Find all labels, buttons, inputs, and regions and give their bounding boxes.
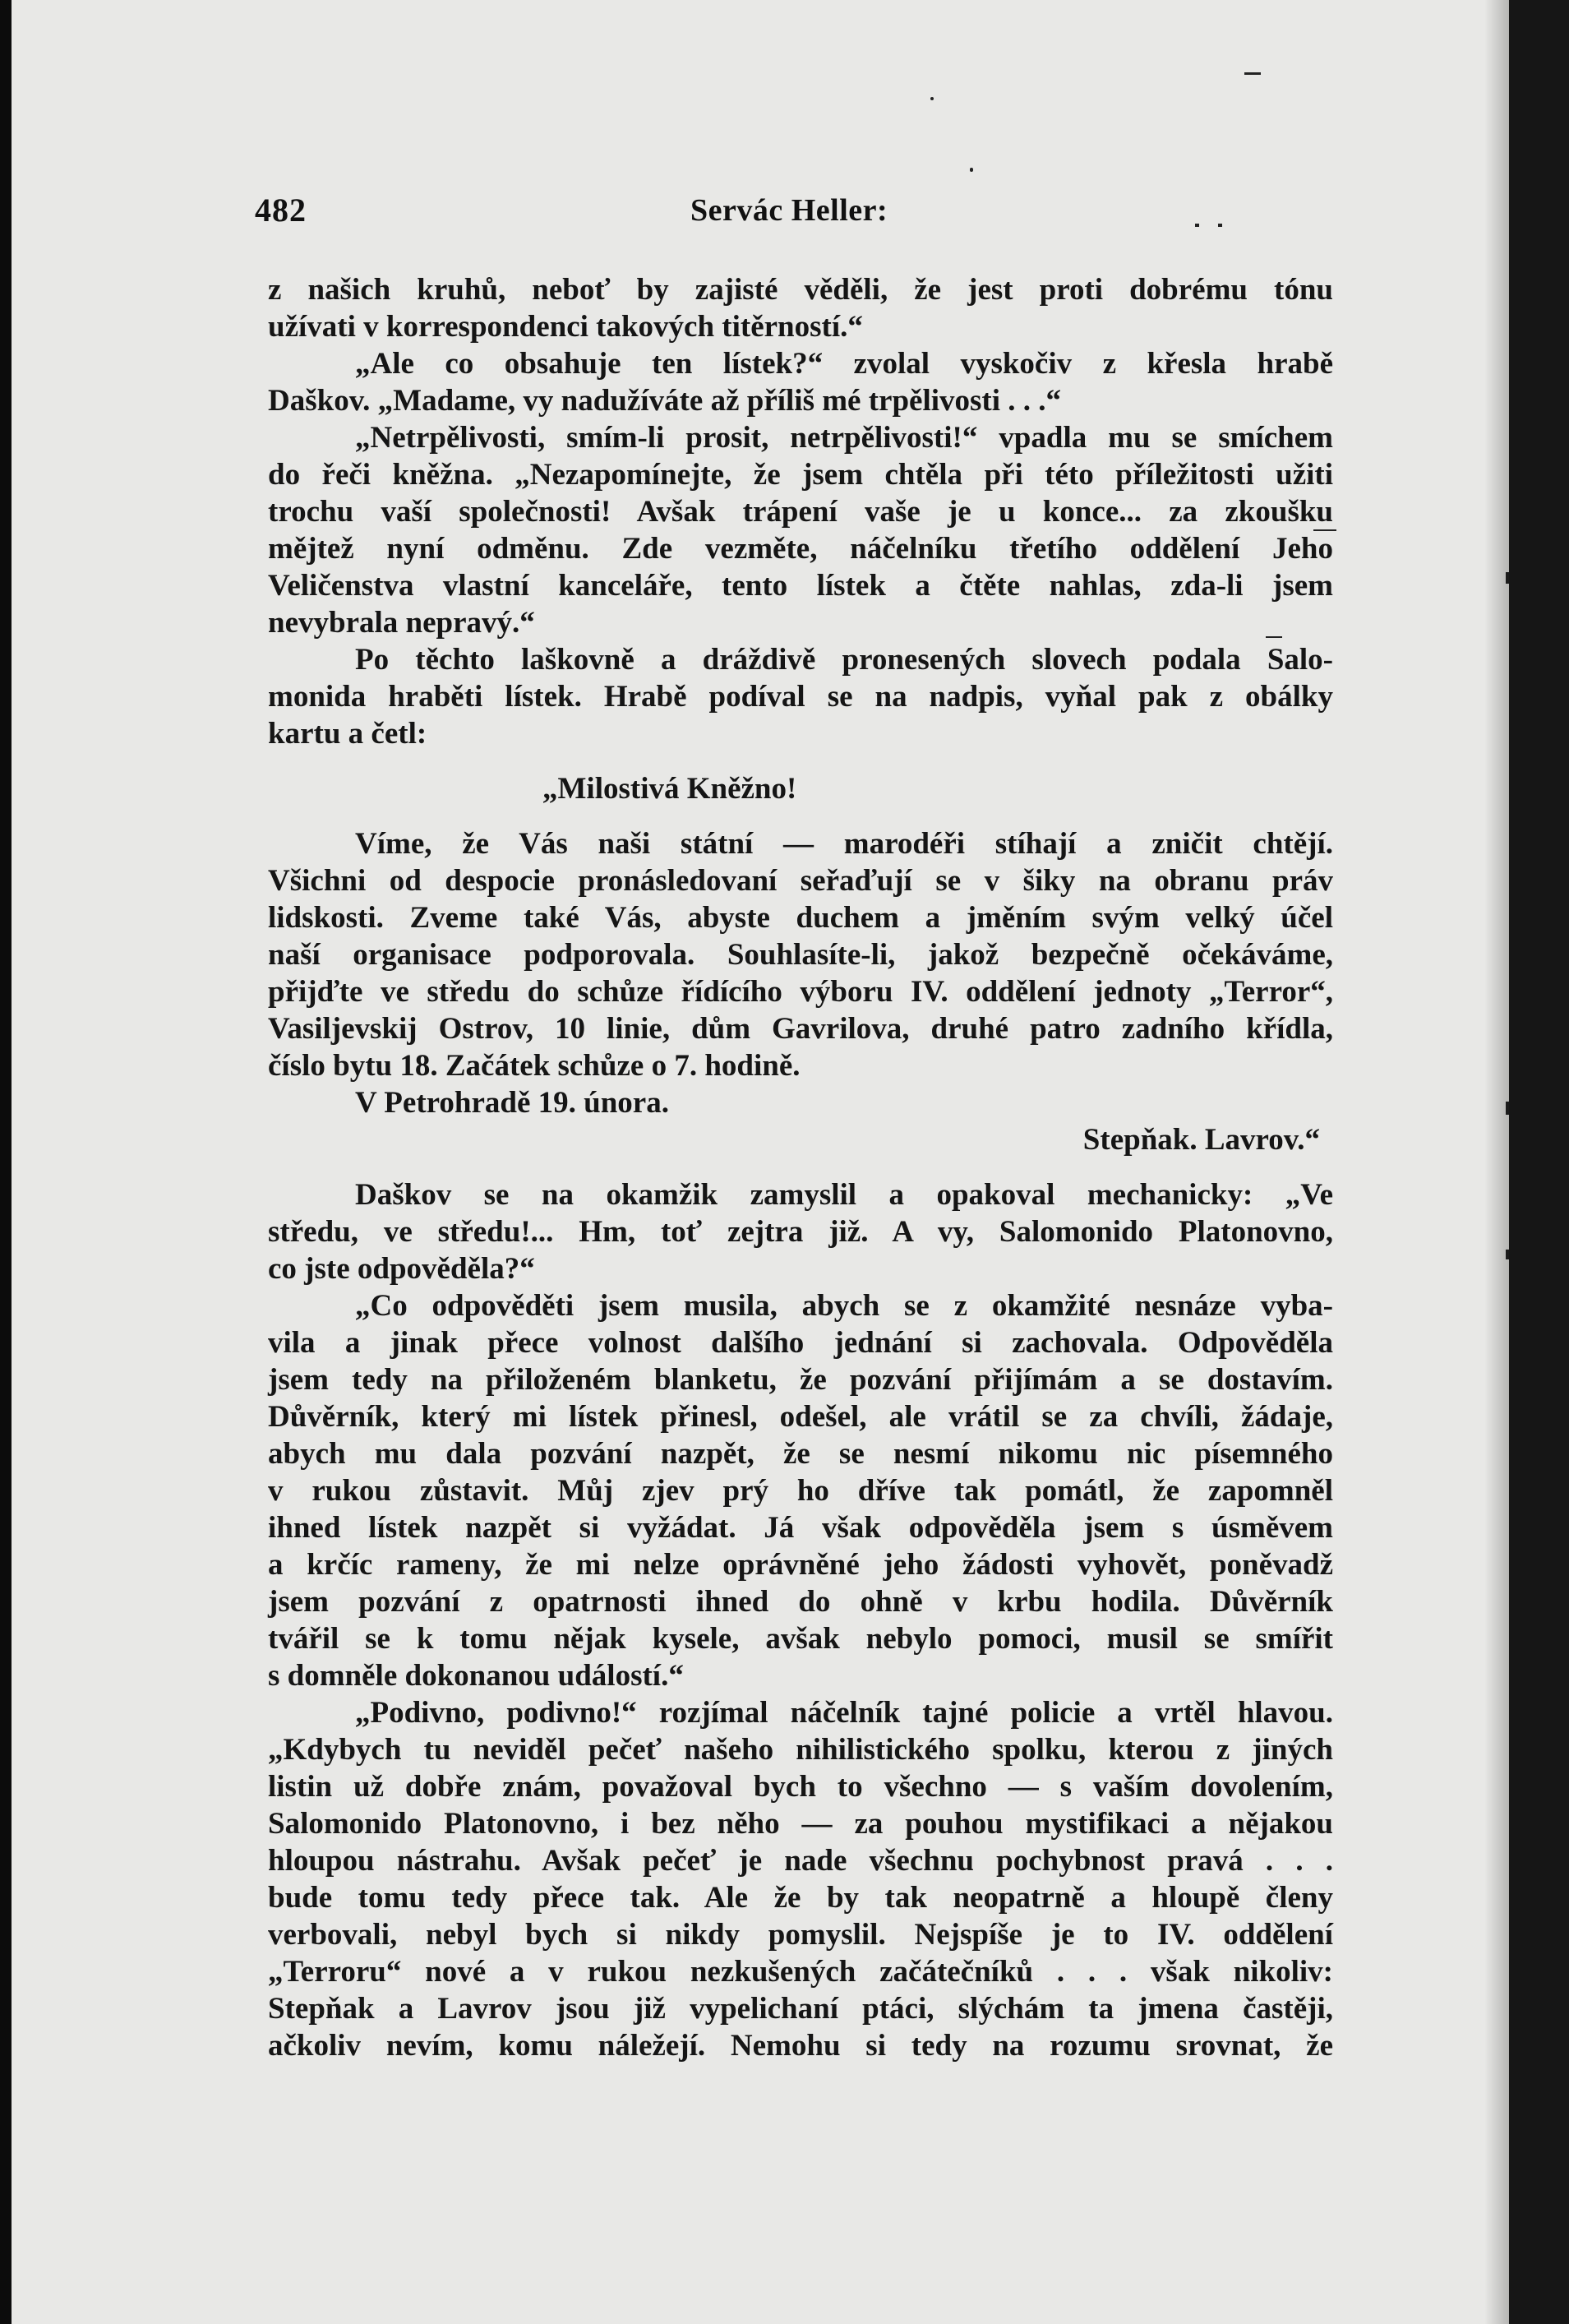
- text-line: do řeči kněžna. „Nezapomínejte, že jsem chtěla při této příležitosti užiti: [268, 458, 1333, 492]
- text-line: Stepňak a Lavrov jsou již vypelichaní ptáci, slýchám ta jmena častěji,: [268, 1992, 1333, 2026]
- text-line: Víme, že Vás naši státní — marodéři stíhají a zničit chtějí.: [355, 827, 1333, 861]
- print-speck: [930, 97, 934, 100]
- text-line: jsem pozvání z opatrnosti ihned do ohně v krbu hodila. Důvěrník: [268, 1585, 1333, 1619]
- text-line: přijďte ve středu do schůze řídícího výboru IV. oddělení jednoty „Terror“,: [268, 975, 1333, 1009]
- page-header: [255, 191, 1331, 240]
- text-line: „Terroru“ nové a v rukou nezkušených začátečníků . . . však nikoliv:: [268, 1955, 1333, 1989]
- paragraph-gap: [268, 1158, 1333, 1176]
- text-line: Stepňak. Lavrov.“: [1082, 1123, 1320, 1157]
- text-line: Vasiljevskij Ostrov, 10 linie, dům Gavrilova, druhé patro zadního křídla,: [268, 1012, 1333, 1046]
- text-line: Důvěrník, který mi lístek přinesl, odešel, ale vrátil se za chvíli, žádaje,: [268, 1400, 1333, 1434]
- print-speck: [1266, 636, 1282, 638]
- text-line: jsem tedy na přiloženém blanketu, že pozvání přijímám a se dostavím.: [268, 1363, 1333, 1397]
- text-line: z našich kruhů, neboť by zajisté věděli, že jest proti dobrému tónu: [268, 273, 1333, 307]
- print-speck: [1313, 529, 1336, 531]
- text-line: lidskosti. Zveme také Vás, abyste duchem a jměním svým velký účel: [268, 901, 1333, 935]
- text-line: „Ale co obsahuje ten lístek?“ zvolal vyskočiv z křesla hrabě: [355, 347, 1333, 381]
- text-line: Daškov se na okamžik zamyslil a opakoval mechanicky: „Ve: [355, 1178, 1333, 1212]
- text-line: ihned lístek nazpět si vyžádat. Já však odpověděla jsem s úsměvem: [268, 1511, 1333, 1545]
- running-head: Servác Heller:: [690, 193, 888, 228]
- scan-right-edge: [1509, 0, 1569, 2324]
- text-line: „Co odpověděti jsem musila, abych se z okamžité nesnáze vyba-: [355, 1289, 1333, 1323]
- text-line: „Netrpělivosti, smím-li prosit, netrpělivosti!“ vpadla mu se smíchem: [355, 421, 1333, 455]
- text-line: kartu a četl:: [268, 717, 427, 751]
- print-speck: [1244, 72, 1261, 75]
- text-line: V Petrohradě 19. února.: [355, 1086, 669, 1120]
- body-text: [268, 271, 1333, 2064]
- text-line: středu, ve středu!... Hm, toť zejtra již. A vy, Salomonido Platonovno,: [268, 1215, 1333, 1249]
- text-line: Po těchto laškovně a dráždivě pronesených slovech podala Salo-: [355, 643, 1333, 677]
- text-line: ačkoliv nevím, komu náležejí. Nemohu si tedy na rozumu srovnat, že: [268, 2029, 1333, 2063]
- text-line: užívati v korrespondenci takových titěrností.“: [268, 310, 863, 344]
- page-number: 482: [255, 192, 307, 229]
- text-line: Salomonido Platonovno, i bez něho — za pouhou mystifikaci a nějakou: [268, 1807, 1333, 1841]
- text-line: Všichni od despocie pronásledovaní seřaďují se v šiky na obranu práv: [268, 864, 1333, 898]
- text-line: Veličenstva vlastní kanceláře, tento lístek a čtěte nahlas, zda-li jsem: [268, 569, 1333, 603]
- text-line: co jste odpověděla?“: [268, 1252, 535, 1286]
- text-line: s domněle dokonanou událostí.“: [268, 1659, 684, 1693]
- text-line: naší organisace podporovala. Souhlasíte-li, jakož bezpečně očekáváme,: [268, 938, 1333, 972]
- text-line: „Podivno, podivno!“ rozjímal náčelník tajné policie a vrtěl hlavou.: [355, 1696, 1333, 1730]
- text-line: trochu vaší společnosti! Avšak trápení vaše je u konce... za zkoušku: [268, 495, 1333, 529]
- text-line: a krčíc rameny, že mi nelze oprávněné jeho žádosti vyhovět, poněvadž: [268, 1548, 1333, 1582]
- print-speck: [1218, 224, 1222, 227]
- text-line: vila a jinak přece volnost dalšího jednání si zachovala. Odpověděla: [268, 1326, 1333, 1360]
- scan-left-edge: [0, 0, 12, 2324]
- paragraph-gap: [268, 752, 1333, 770]
- text-line: listin už dobře znám, považoval bych to všechno — s vaším dovolením,: [268, 1770, 1333, 1804]
- text-line: tvářil se k tomu nějak kysele, avšak nebylo pomoci, musil se smířit: [268, 1622, 1333, 1656]
- text-line: bude tomu tedy přece tak. Ale že by tak neopatrně a hloupě členy: [268, 1881, 1333, 1915]
- text-line: nevybrala nepravý.“: [268, 606, 535, 640]
- text-line: „Kdybych tu neviděl pečeť našeho nihilistického spolku, kterou z jiných: [268, 1733, 1333, 1767]
- text-line: „Milostivá Kněžno!: [542, 772, 797, 806]
- book-page: [12, 0, 1509, 2324]
- text-line: abych mu dala pozvání nazpět, že se nesmí nikomu nic písemného: [268, 1437, 1333, 1471]
- text-line: Daškov. „Madame, vy nadužíváte až příliš mé trpělivosti . . .“: [268, 384, 1062, 418]
- text-line: mějtež nyní odměnu. Zde vezměte, náčelníku třetího oddělení Jeho: [268, 532, 1333, 566]
- text-line: v rukou zůstavit. Můj zjev prý ho dříve tak pomátl, že zapomněl: [268, 1474, 1333, 1508]
- text-line: hloupou nástrahu. Avšak pečeť je nade všechnu pochybnost pravá . . .: [268, 1844, 1333, 1878]
- text-line: verbovali, nebyl bych si nikdy pomyslil. Nejspíše je to IV. oddělení: [268, 1918, 1333, 1952]
- text-line: monida hraběti lístek. Hrabě podíval se na nadpis, vyňal pak z obálky: [268, 680, 1333, 714]
- paragraph-gap: [268, 807, 1333, 825]
- text-line: číslo bytu 18. Začátek schůze o 7. hodině.: [268, 1049, 801, 1083]
- print-speck: [970, 168, 973, 172]
- page-shadow: [1484, 0, 1509, 2324]
- print-speck: [1195, 224, 1199, 227]
